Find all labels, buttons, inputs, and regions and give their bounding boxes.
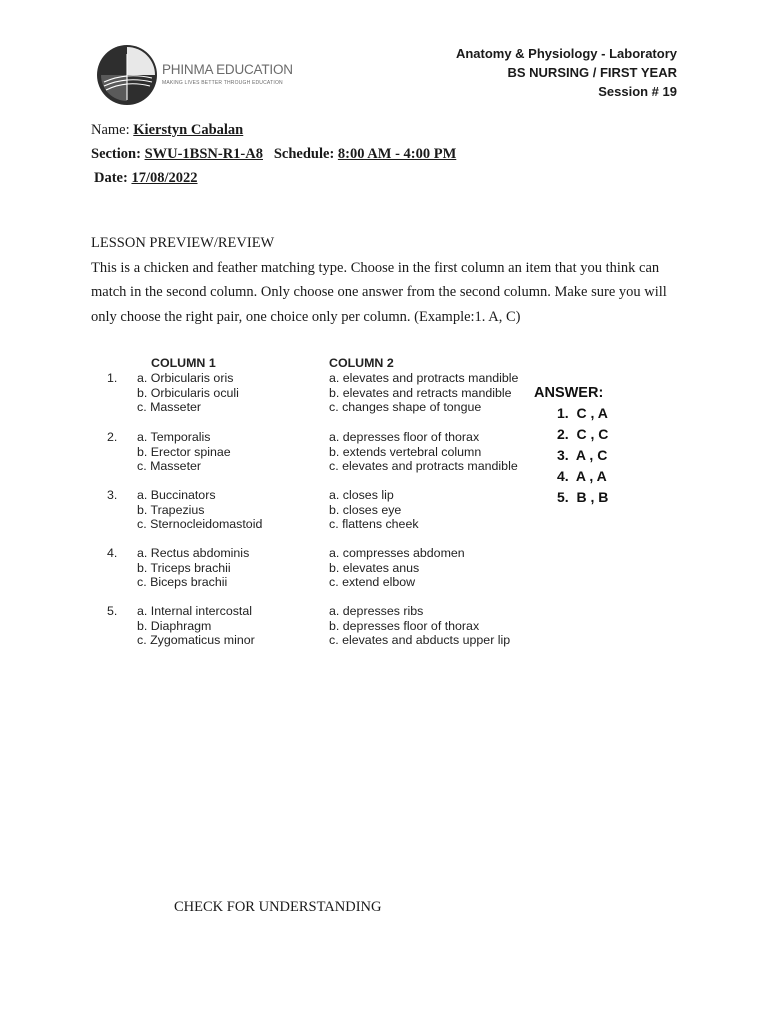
column1-option: a. Internal intercostal	[137, 604, 253, 618]
column2-option: b. extends vertebral column	[329, 444, 482, 459]
phinma-emblem-icon	[96, 44, 158, 106]
column1-option: b. Diaphragm	[137, 618, 212, 633]
item-number: 3.	[107, 488, 118, 502]
column1-option: a. Orbicularis oris	[137, 371, 234, 385]
lesson-title: LESSON PREVIEW/REVIEW	[91, 235, 275, 251]
schedule-label: Schedule:	[273, 146, 335, 162]
column1-option: a. Rectus abdominis	[137, 546, 250, 560]
date-label: Date:	[94, 170, 128, 186]
logo-tagline: MAKING LIVES BETTER THROUGH EDUCATION	[162, 80, 283, 86]
column1-option: c. Zygomaticus minor	[137, 633, 255, 648]
column1-option: b. Triceps brachii	[137, 560, 231, 575]
lesson-preview	[91, 231, 671, 329]
column2-option: b. closes eye	[329, 502, 402, 517]
section-value: SWU-1BSN-R1-A8	[144, 146, 263, 162]
column2-option: c. extend elbow	[329, 575, 416, 590]
date-line	[94, 170, 198, 187]
column1-option: c. Sternocleidomastoid	[137, 517, 263, 532]
lesson-instructions: This is a chicken and feather matching type. Choose in the first column an item that you think can match in the second column. Only choose one answer from the second column. Make sure you will only choose the right pair, one choice only per column. (Example:1. A, C)	[91, 259, 667, 325]
item-number: 1.	[107, 371, 118, 385]
column1-header: COLUMN 1	[151, 356, 216, 370]
program-year: BS NURSING / FIRST YEAR	[507, 65, 677, 80]
column1-option: b. Erector spinae	[137, 444, 231, 459]
column1-option: c. Masseter	[137, 459, 202, 474]
logo-name: PHINMA EDUCATION	[162, 62, 293, 77]
date-value: 17/08/2022	[131, 170, 198, 186]
column2-option: c. flattens cheek	[329, 517, 419, 532]
column1-option: a. Temporalis	[137, 430, 211, 444]
session-number: Session # 19	[598, 84, 677, 99]
column1-option: c. Biceps brachii	[137, 575, 228, 590]
column2-option: b. elevates anus	[329, 560, 420, 575]
name-line	[91, 122, 243, 139]
item-number: 2.	[107, 430, 118, 444]
column1-option: a. Buccinators	[137, 488, 216, 502]
column2-header: COLUMN 2	[329, 356, 394, 370]
column2-option: c. changes shape of tongue	[329, 400, 482, 415]
item-number: 5.	[107, 604, 118, 618]
course-title: Anatomy & Physiology - Laboratory	[455, 46, 677, 61]
column2-option: a. depresses floor of thorax	[329, 430, 480, 444]
column2-option: b. elevates and retracts mandible	[329, 385, 512, 400]
column2-option: a. elevates and protracts mandible	[329, 371, 519, 385]
schedule-value: 8:00 AM - 4:00 PM	[337, 146, 457, 162]
column1-option: b. Trapezius	[137, 502, 205, 517]
column2-option: a. closes lip	[329, 488, 394, 502]
column2-option: c. elevates and abducts upper lip	[329, 633, 511, 648]
answer-item: 2. C , C	[557, 426, 609, 442]
check-for-understanding-title: CHECK FOR UNDERSTANDING	[174, 899, 382, 915]
student-name: Kierstyn Cabalan	[133, 122, 244, 138]
item-number: 4.	[107, 546, 118, 560]
column2-option: c. elevates and protracts mandible	[329, 459, 518, 474]
section-line	[91, 146, 456, 163]
column2-option: a. depresses ribs	[329, 604, 424, 618]
column1-option: c. Masseter	[137, 400, 202, 415]
phinma-logo	[96, 44, 296, 110]
column2-option: a. compresses abdomen	[329, 546, 465, 560]
column1-option: b. Orbicularis oculi	[137, 385, 239, 400]
answer-item: 3. A , C	[557, 447, 608, 463]
course-header	[456, 44, 677, 101]
answer-item: 4. A , A	[557, 468, 607, 484]
section-label: Section:	[91, 146, 141, 162]
name-label: Name:	[91, 122, 130, 138]
column2-option: b. depresses floor of thorax	[329, 618, 480, 633]
answer-item: 5. B , B	[557, 489, 609, 505]
answer-title: ANSWER:	[534, 385, 604, 401]
answer-item: 1. C , A	[557, 405, 608, 421]
